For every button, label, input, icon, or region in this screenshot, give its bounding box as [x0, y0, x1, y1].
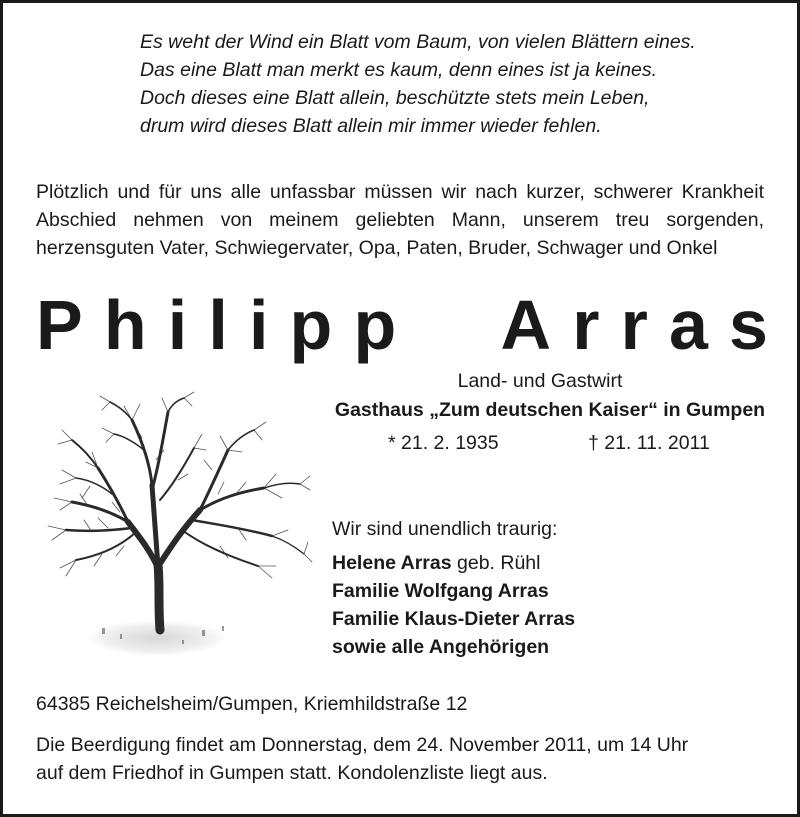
mourners	[332, 515, 575, 661]
poem-line: Es weht der Wind ein Blatt vom Baum, von vielen Blättern eines.	[140, 31, 696, 53]
widow-note: geb. Rühl	[451, 552, 541, 574]
name-letter: a	[668, 286, 708, 364]
mourner-family: Familie Klaus-Dieter Arras	[332, 608, 576, 630]
intro-line: herzensguten Vater, Schwiegervater, Opa, Paten, Bruder, Schwager und Onkel	[36, 237, 718, 259]
name-letter: P	[36, 286, 83, 364]
name-letter: p	[353, 286, 397, 364]
name-letter: r	[620, 286, 648, 364]
widow-line	[332, 549, 575, 577]
poem-line: drum wird dieses Blatt allein mir immer wieder fehlen.	[140, 115, 602, 137]
poem	[140, 28, 696, 140]
funeral-line: auf dem Friedhof in Gumpen statt. Kondolenzliste liegt aus.	[36, 762, 548, 784]
mourners-lead: Wir sind unendlich traurig:	[332, 518, 558, 540]
bare-tree-icon	[32, 390, 314, 660]
name-letter: i	[167, 286, 188, 364]
funeral-line: Die Beerdigung findet am Donnerstag, dem 24. November 2011, um 14 Uhr	[36, 734, 689, 756]
name-letter: h	[103, 286, 147, 364]
deceased-name	[36, 287, 768, 363]
name-letter: i	[248, 286, 269, 364]
name-letter: s	[729, 286, 768, 364]
inn-name: Gasthaus „Zum deutschen Kaiser“ in Gumpen	[334, 399, 766, 421]
mourner-family: sowie alle Angehörigen	[332, 636, 550, 658]
birth-date: * 21. 2. 1935	[388, 432, 499, 454]
funeral-notice	[36, 731, 688, 787]
intro-line: Plötzlich und für uns alle unfassbar müssen wir nach kurzer, schwerer Krankheit	[36, 181, 764, 203]
poem-line: Doch dieses eine Blatt allein, beschützte stets mein Leben,	[140, 87, 650, 109]
name-letter: A	[500, 286, 552, 364]
mourner-family: Familie Wolfgang Arras	[332, 580, 549, 602]
intro-line: Abschied nehmen von meinem geliebten Mann, unserem treu sorgenden,	[36, 209, 764, 231]
widow-name: Helene Arras	[332, 552, 452, 574]
death-date: † 21. 11. 2011	[588, 432, 710, 454]
name-letter: p	[289, 286, 333, 364]
name-letter: r	[572, 286, 600, 364]
poem-line: Das eine Blatt man merkt es kaum, denn eines ist ja keines.	[140, 59, 657, 81]
occupation: Land- und Gastwirt	[457, 370, 623, 392]
address: 64385 Reichelsheim/Gumpen, Kriemhildstraße 12	[36, 693, 468, 715]
name-letter: l	[208, 286, 228, 364]
intro-text	[36, 178, 764, 262]
